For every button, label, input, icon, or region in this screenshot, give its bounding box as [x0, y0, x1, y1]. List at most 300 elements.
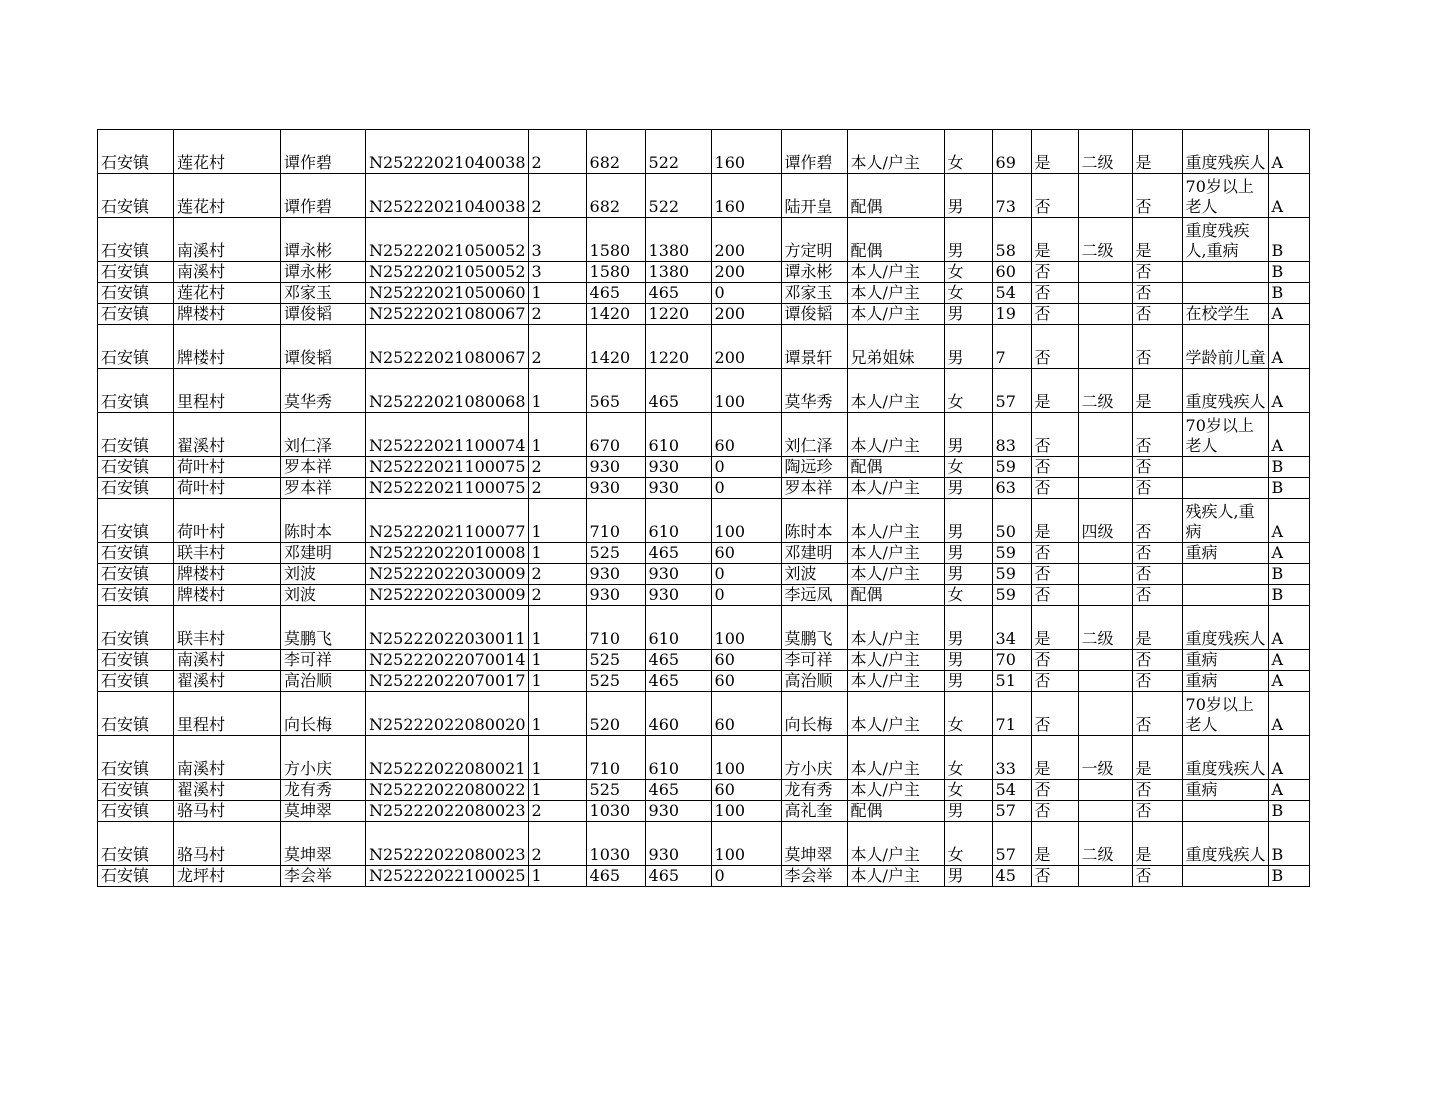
cell-household-size: 1	[528, 736, 586, 780]
cell-grade: B	[1268, 262, 1309, 283]
cell-disabled-flag: 否	[1031, 325, 1078, 369]
cell-town: 石安镇	[98, 283, 174, 304]
cell-disability-level	[1078, 262, 1132, 283]
cell-extra-amount: 60	[711, 692, 781, 736]
cell-category	[1182, 564, 1268, 585]
cell-category	[1182, 457, 1268, 478]
cell-household-size: 1	[528, 866, 586, 887]
cell-severe-flag: 否	[1132, 262, 1182, 283]
cell-relation: 本人/户主	[847, 130, 944, 174]
cell-severe-flag: 否	[1132, 304, 1182, 325]
cell-grade: B	[1268, 283, 1309, 304]
cell-age: 59	[992, 543, 1031, 564]
cell-disability-level	[1078, 671, 1132, 692]
cell-gender: 女	[944, 262, 992, 283]
cell-gender: 女	[944, 369, 992, 413]
data-table	[97, 129, 1310, 887]
cell-base-amount: 465	[645, 780, 711, 801]
cell-householder: 谭俊韬	[281, 325, 366, 369]
cell-extra-amount: 60	[711, 650, 781, 671]
cell-household-size: 1	[528, 543, 586, 564]
table-row	[98, 130, 1310, 174]
cell-household-size: 1	[528, 671, 586, 692]
cell-household-size: 2	[528, 304, 586, 325]
cell-category: 重病	[1182, 671, 1268, 692]
cell-category: 70岁以上老人	[1182, 174, 1268, 218]
cell-member-name: 陈时本	[781, 499, 847, 543]
cell-severe-flag: 否	[1132, 543, 1182, 564]
cell-disabled-flag: 否	[1031, 866, 1078, 887]
cell-grade: A	[1268, 174, 1309, 218]
table-row	[98, 606, 1310, 650]
cell-extra-amount: 60	[711, 780, 781, 801]
cell-extra-amount: 0	[711, 457, 781, 478]
cell-town: 石安镇	[98, 822, 174, 866]
cell-gender: 男	[944, 499, 992, 543]
cell-town: 石安镇	[98, 564, 174, 585]
cell-householder: 高治顺	[281, 671, 366, 692]
cell-gender: 男	[944, 478, 992, 499]
cell-household-size: 3	[528, 262, 586, 283]
cell-member-name: 陆开皇	[781, 174, 847, 218]
cell-relation: 本人/户主	[847, 543, 944, 564]
cell-town: 石安镇	[98, 866, 174, 887]
cell-member-name: 谭作碧	[781, 130, 847, 174]
cell-household-size: 1	[528, 650, 586, 671]
cell-base-amount: 460	[645, 692, 711, 736]
cell-severe-flag: 否	[1132, 692, 1182, 736]
cell-extra-amount: 200	[711, 218, 781, 262]
cell-relation: 本人/户主	[847, 413, 944, 457]
cell-age: 34	[992, 606, 1031, 650]
cell-gender: 男	[944, 174, 992, 218]
cell-gender: 男	[944, 866, 992, 887]
cell-disabled-flag: 是	[1031, 369, 1078, 413]
cell-relation: 本人/户主	[847, 564, 944, 585]
cell-age: 60	[992, 262, 1031, 283]
cell-household-id: N25222021100077	[366, 499, 529, 543]
cell-base-amount: 930	[645, 822, 711, 866]
cell-disability-level	[1078, 780, 1132, 801]
cell-age: 50	[992, 499, 1031, 543]
cell-category	[1182, 801, 1268, 822]
cell-grade: A	[1268, 650, 1309, 671]
cell-disability-level	[1078, 543, 1132, 564]
cell-extra-amount: 0	[711, 866, 781, 887]
cell-total-amount: 525	[586, 780, 645, 801]
cell-age: 59	[992, 585, 1031, 606]
cell-category: 70岁以上老人	[1182, 413, 1268, 457]
cell-household-size: 1	[528, 413, 586, 457]
cell-member-name: 高礼奎	[781, 801, 847, 822]
cell-age: 69	[992, 130, 1031, 174]
cell-household-id: N25222021080067	[366, 325, 529, 369]
cell-total-amount: 1420	[586, 304, 645, 325]
cell-town: 石安镇	[98, 369, 174, 413]
cell-disability-level: 一级	[1078, 736, 1132, 780]
cell-disability-level	[1078, 692, 1132, 736]
cell-disability-level: 二级	[1078, 822, 1132, 866]
table-row	[98, 780, 1310, 801]
cell-town: 石安镇	[98, 671, 174, 692]
cell-householder: 罗本祥	[281, 457, 366, 478]
cell-disability-level: 二级	[1078, 369, 1132, 413]
cell-household-size: 2	[528, 130, 586, 174]
cell-grade: B	[1268, 457, 1309, 478]
cell-household-id: N25222022030009	[366, 564, 529, 585]
table-row	[98, 671, 1310, 692]
cell-base-amount: 1220	[645, 304, 711, 325]
cell-grade: B	[1268, 866, 1309, 887]
cell-category: 残疾人,重病	[1182, 499, 1268, 543]
cell-age: 58	[992, 218, 1031, 262]
cell-relation: 配偶	[847, 801, 944, 822]
cell-age: 45	[992, 866, 1031, 887]
cell-village: 莲花村	[174, 283, 281, 304]
cell-village: 翟溪村	[174, 780, 281, 801]
cell-age: 33	[992, 736, 1031, 780]
cell-extra-amount: 0	[711, 478, 781, 499]
cell-extra-amount: 60	[711, 543, 781, 564]
cell-severe-flag: 否	[1132, 780, 1182, 801]
cell-total-amount: 1420	[586, 325, 645, 369]
cell-category	[1182, 262, 1268, 283]
cell-householder: 谭作碧	[281, 174, 366, 218]
cell-category: 重病	[1182, 780, 1268, 801]
cell-member-name: 莫华秀	[781, 369, 847, 413]
cell-age: 59	[992, 457, 1031, 478]
cell-gender: 女	[944, 780, 992, 801]
cell-base-amount: 465	[645, 283, 711, 304]
cell-severe-flag: 否	[1132, 283, 1182, 304]
cell-village: 骆马村	[174, 801, 281, 822]
cell-town: 石安镇	[98, 304, 174, 325]
cell-relation: 本人/户主	[847, 866, 944, 887]
cell-town: 石安镇	[98, 174, 174, 218]
cell-village: 联丰村	[174, 606, 281, 650]
cell-town: 石安镇	[98, 457, 174, 478]
cell-extra-amount: 100	[711, 606, 781, 650]
cell-total-amount: 930	[586, 457, 645, 478]
cell-base-amount: 610	[645, 736, 711, 780]
cell-gender: 女	[944, 736, 992, 780]
cell-town: 石安镇	[98, 218, 174, 262]
cell-disabled-flag: 是	[1031, 218, 1078, 262]
cell-household-size: 1	[528, 692, 586, 736]
table-row	[98, 585, 1310, 606]
cell-category: 学龄前儿童	[1182, 325, 1268, 369]
cell-household-id: N25222021080068	[366, 369, 529, 413]
cell-total-amount: 682	[586, 130, 645, 174]
cell-relation: 配偶	[847, 457, 944, 478]
cell-base-amount: 610	[645, 606, 711, 650]
cell-disability-level	[1078, 457, 1132, 478]
cell-village: 荷叶村	[174, 499, 281, 543]
cell-relation: 本人/户主	[847, 499, 944, 543]
cell-grade: A	[1268, 499, 1309, 543]
cell-extra-amount: 0	[711, 564, 781, 585]
cell-base-amount: 610	[645, 499, 711, 543]
cell-extra-amount: 60	[711, 413, 781, 457]
cell-severe-flag: 是	[1132, 130, 1182, 174]
cell-member-name: 罗本祥	[781, 478, 847, 499]
cell-disability-level	[1078, 650, 1132, 671]
cell-category	[1182, 478, 1268, 499]
cell-household-size: 2	[528, 801, 586, 822]
cell-householder: 刘仁泽	[281, 413, 366, 457]
cell-village: 里程村	[174, 369, 281, 413]
cell-village: 南溪村	[174, 262, 281, 283]
cell-total-amount: 710	[586, 499, 645, 543]
table-row	[98, 283, 1310, 304]
cell-extra-amount: 160	[711, 174, 781, 218]
cell-household-size: 1	[528, 369, 586, 413]
cell-town: 石安镇	[98, 543, 174, 564]
cell-household-id: N25222021080067	[366, 304, 529, 325]
table-row	[98, 564, 1310, 585]
cell-member-name: 刘波	[781, 564, 847, 585]
cell-relation: 本人/户主	[847, 369, 944, 413]
cell-household-id: N25222021100075	[366, 478, 529, 499]
table-row	[98, 174, 1310, 218]
cell-relation: 本人/户主	[847, 671, 944, 692]
cell-base-amount: 465	[645, 543, 711, 564]
cell-village: 龙坪村	[174, 866, 281, 887]
cell-householder: 李可祥	[281, 650, 366, 671]
cell-disability-level	[1078, 325, 1132, 369]
cell-total-amount: 1580	[586, 218, 645, 262]
cell-disability-level	[1078, 304, 1132, 325]
cell-householder: 向长梅	[281, 692, 366, 736]
cell-gender: 男	[944, 304, 992, 325]
cell-extra-amount: 100	[711, 822, 781, 866]
cell-total-amount: 1580	[586, 262, 645, 283]
cell-age: 57	[992, 369, 1031, 413]
cell-disabled-flag: 否	[1031, 304, 1078, 325]
cell-severe-flag: 是	[1132, 606, 1182, 650]
cell-household-size: 2	[528, 457, 586, 478]
cell-household-size: 1	[528, 283, 586, 304]
cell-category: 重度残疾人,重病	[1182, 218, 1268, 262]
cell-household-size: 2	[528, 564, 586, 585]
cell-grade: A	[1268, 543, 1309, 564]
cell-village: 翟溪村	[174, 413, 281, 457]
cell-member-name: 向长梅	[781, 692, 847, 736]
cell-household-size: 1	[528, 606, 586, 650]
table-row	[98, 866, 1310, 887]
cell-base-amount: 930	[645, 457, 711, 478]
cell-age: 57	[992, 801, 1031, 822]
cell-disabled-flag: 否	[1031, 543, 1078, 564]
cell-extra-amount: 100	[711, 499, 781, 543]
cell-total-amount: 682	[586, 174, 645, 218]
cell-gender: 女	[944, 130, 992, 174]
cell-disabled-flag: 是	[1031, 822, 1078, 866]
cell-base-amount: 610	[645, 413, 711, 457]
cell-town: 石安镇	[98, 650, 174, 671]
cell-category	[1182, 585, 1268, 606]
cell-grade: A	[1268, 325, 1309, 369]
cell-household-id: N25222022100025	[366, 866, 529, 887]
cell-household-size: 2	[528, 478, 586, 499]
cell-severe-flag: 否	[1132, 564, 1182, 585]
cell-disabled-flag: 否	[1031, 671, 1078, 692]
cell-household-size: 2	[528, 325, 586, 369]
cell-village: 荷叶村	[174, 478, 281, 499]
cell-gender: 男	[944, 218, 992, 262]
cell-base-amount: 465	[645, 866, 711, 887]
cell-household-id: N25222022080023	[366, 801, 529, 822]
cell-household-id: N25222021040038	[366, 174, 529, 218]
cell-extra-amount: 100	[711, 801, 781, 822]
cell-age: 19	[992, 304, 1031, 325]
cell-town: 石安镇	[98, 413, 174, 457]
cell-gender: 男	[944, 671, 992, 692]
cell-village: 牌楼村	[174, 585, 281, 606]
cell-extra-amount: 200	[711, 325, 781, 369]
cell-householder: 李会举	[281, 866, 366, 887]
cell-disability-level: 二级	[1078, 130, 1132, 174]
cell-total-amount: 525	[586, 543, 645, 564]
cell-village: 里程村	[174, 692, 281, 736]
cell-grade: A	[1268, 606, 1309, 650]
cell-relation: 本人/户主	[847, 262, 944, 283]
cell-household-id: N25222021050060	[366, 283, 529, 304]
cell-grade: B	[1268, 564, 1309, 585]
cell-disability-level: 二级	[1078, 606, 1132, 650]
cell-village: 莲花村	[174, 130, 281, 174]
cell-grade: A	[1268, 671, 1309, 692]
cell-gender: 女	[944, 457, 992, 478]
cell-disabled-flag: 否	[1031, 650, 1078, 671]
cell-household-id: N25222022070017	[366, 671, 529, 692]
cell-disabled-flag: 否	[1031, 413, 1078, 457]
cell-severe-flag: 是	[1132, 369, 1182, 413]
cell-category: 重度残疾人	[1182, 736, 1268, 780]
cell-relation: 本人/户主	[847, 822, 944, 866]
cell-base-amount: 930	[645, 585, 711, 606]
cell-base-amount: 522	[645, 130, 711, 174]
cell-household-size: 2	[528, 585, 586, 606]
cell-disabled-flag: 否	[1031, 478, 1078, 499]
cell-disability-level: 二级	[1078, 218, 1132, 262]
cell-householder: 莫坤翠	[281, 801, 366, 822]
cell-member-name: 谭俊韬	[781, 304, 847, 325]
cell-disabled-flag: 是	[1031, 606, 1078, 650]
cell-village: 南溪村	[174, 218, 281, 262]
table-row	[98, 262, 1310, 283]
cell-member-name: 刘仁泽	[781, 413, 847, 457]
cell-disabled-flag: 否	[1031, 801, 1078, 822]
cell-relation: 本人/户主	[847, 736, 944, 780]
cell-age: 63	[992, 478, 1031, 499]
cell-age: 54	[992, 283, 1031, 304]
cell-village: 牌楼村	[174, 304, 281, 325]
cell-disabled-flag: 否	[1031, 262, 1078, 283]
cell-disabled-flag: 是	[1031, 499, 1078, 543]
cell-householder: 罗本祥	[281, 478, 366, 499]
cell-age: 83	[992, 413, 1031, 457]
cell-extra-amount: 0	[711, 283, 781, 304]
cell-total-amount: 710	[586, 606, 645, 650]
table-row	[98, 650, 1310, 671]
cell-householder: 谭永彬	[281, 262, 366, 283]
cell-village: 南溪村	[174, 736, 281, 780]
cell-relation: 配偶	[847, 174, 944, 218]
cell-severe-flag: 否	[1132, 413, 1182, 457]
cell-household-id: N25222022010008	[366, 543, 529, 564]
cell-member-name: 邓建明	[781, 543, 847, 564]
cell-severe-flag: 否	[1132, 671, 1182, 692]
table-row	[98, 325, 1310, 369]
cell-extra-amount: 160	[711, 130, 781, 174]
cell-town: 石安镇	[98, 801, 174, 822]
cell-age: 57	[992, 822, 1031, 866]
cell-severe-flag: 是	[1132, 822, 1182, 866]
cell-disability-level	[1078, 413, 1132, 457]
table-row	[98, 822, 1310, 866]
cell-age: 59	[992, 564, 1031, 585]
cell-town: 石安镇	[98, 780, 174, 801]
cell-age: 7	[992, 325, 1031, 369]
cell-base-amount: 1380	[645, 262, 711, 283]
cell-householder: 陈时本	[281, 499, 366, 543]
cell-household-id: N25222022030009	[366, 585, 529, 606]
cell-severe-flag: 否	[1132, 650, 1182, 671]
cell-base-amount: 465	[645, 369, 711, 413]
cell-grade: A	[1268, 369, 1309, 413]
cell-household-id: N25222022070014	[366, 650, 529, 671]
cell-disability-level	[1078, 478, 1132, 499]
cell-household-id: N25222022080021	[366, 736, 529, 780]
cell-town: 石安镇	[98, 130, 174, 174]
cell-householder: 谭永彬	[281, 218, 366, 262]
cell-category: 重度残疾人	[1182, 606, 1268, 650]
cell-member-name: 高治顺	[781, 671, 847, 692]
table-row	[98, 543, 1310, 564]
cell-total-amount: 1030	[586, 822, 645, 866]
cell-total-amount: 670	[586, 413, 645, 457]
cell-disabled-flag: 否	[1031, 585, 1078, 606]
cell-household-size: 2	[528, 822, 586, 866]
cell-household-size: 3	[528, 218, 586, 262]
cell-total-amount: 465	[586, 283, 645, 304]
cell-disabled-flag: 否	[1031, 780, 1078, 801]
cell-grade: B	[1268, 801, 1309, 822]
table-row	[98, 499, 1310, 543]
table-row	[98, 369, 1310, 413]
cell-grade: A	[1268, 413, 1309, 457]
cell-member-name: 莫坤翠	[781, 822, 847, 866]
cell-gender: 女	[944, 692, 992, 736]
cell-severe-flag: 否	[1132, 801, 1182, 822]
cell-extra-amount: 100	[711, 736, 781, 780]
cell-severe-flag: 否	[1132, 866, 1182, 887]
cell-severe-flag: 是	[1132, 218, 1182, 262]
cell-total-amount: 520	[586, 692, 645, 736]
cell-town: 石安镇	[98, 736, 174, 780]
cell-household-id: N25222021050052	[366, 262, 529, 283]
cell-town: 石安镇	[98, 325, 174, 369]
cell-category: 70岁以上老人	[1182, 692, 1268, 736]
cell-extra-amount: 0	[711, 585, 781, 606]
cell-total-amount: 930	[586, 478, 645, 499]
table-row	[98, 692, 1310, 736]
cell-town: 石安镇	[98, 606, 174, 650]
cell-base-amount: 930	[645, 801, 711, 822]
cell-total-amount: 525	[586, 650, 645, 671]
cell-village: 联丰村	[174, 543, 281, 564]
